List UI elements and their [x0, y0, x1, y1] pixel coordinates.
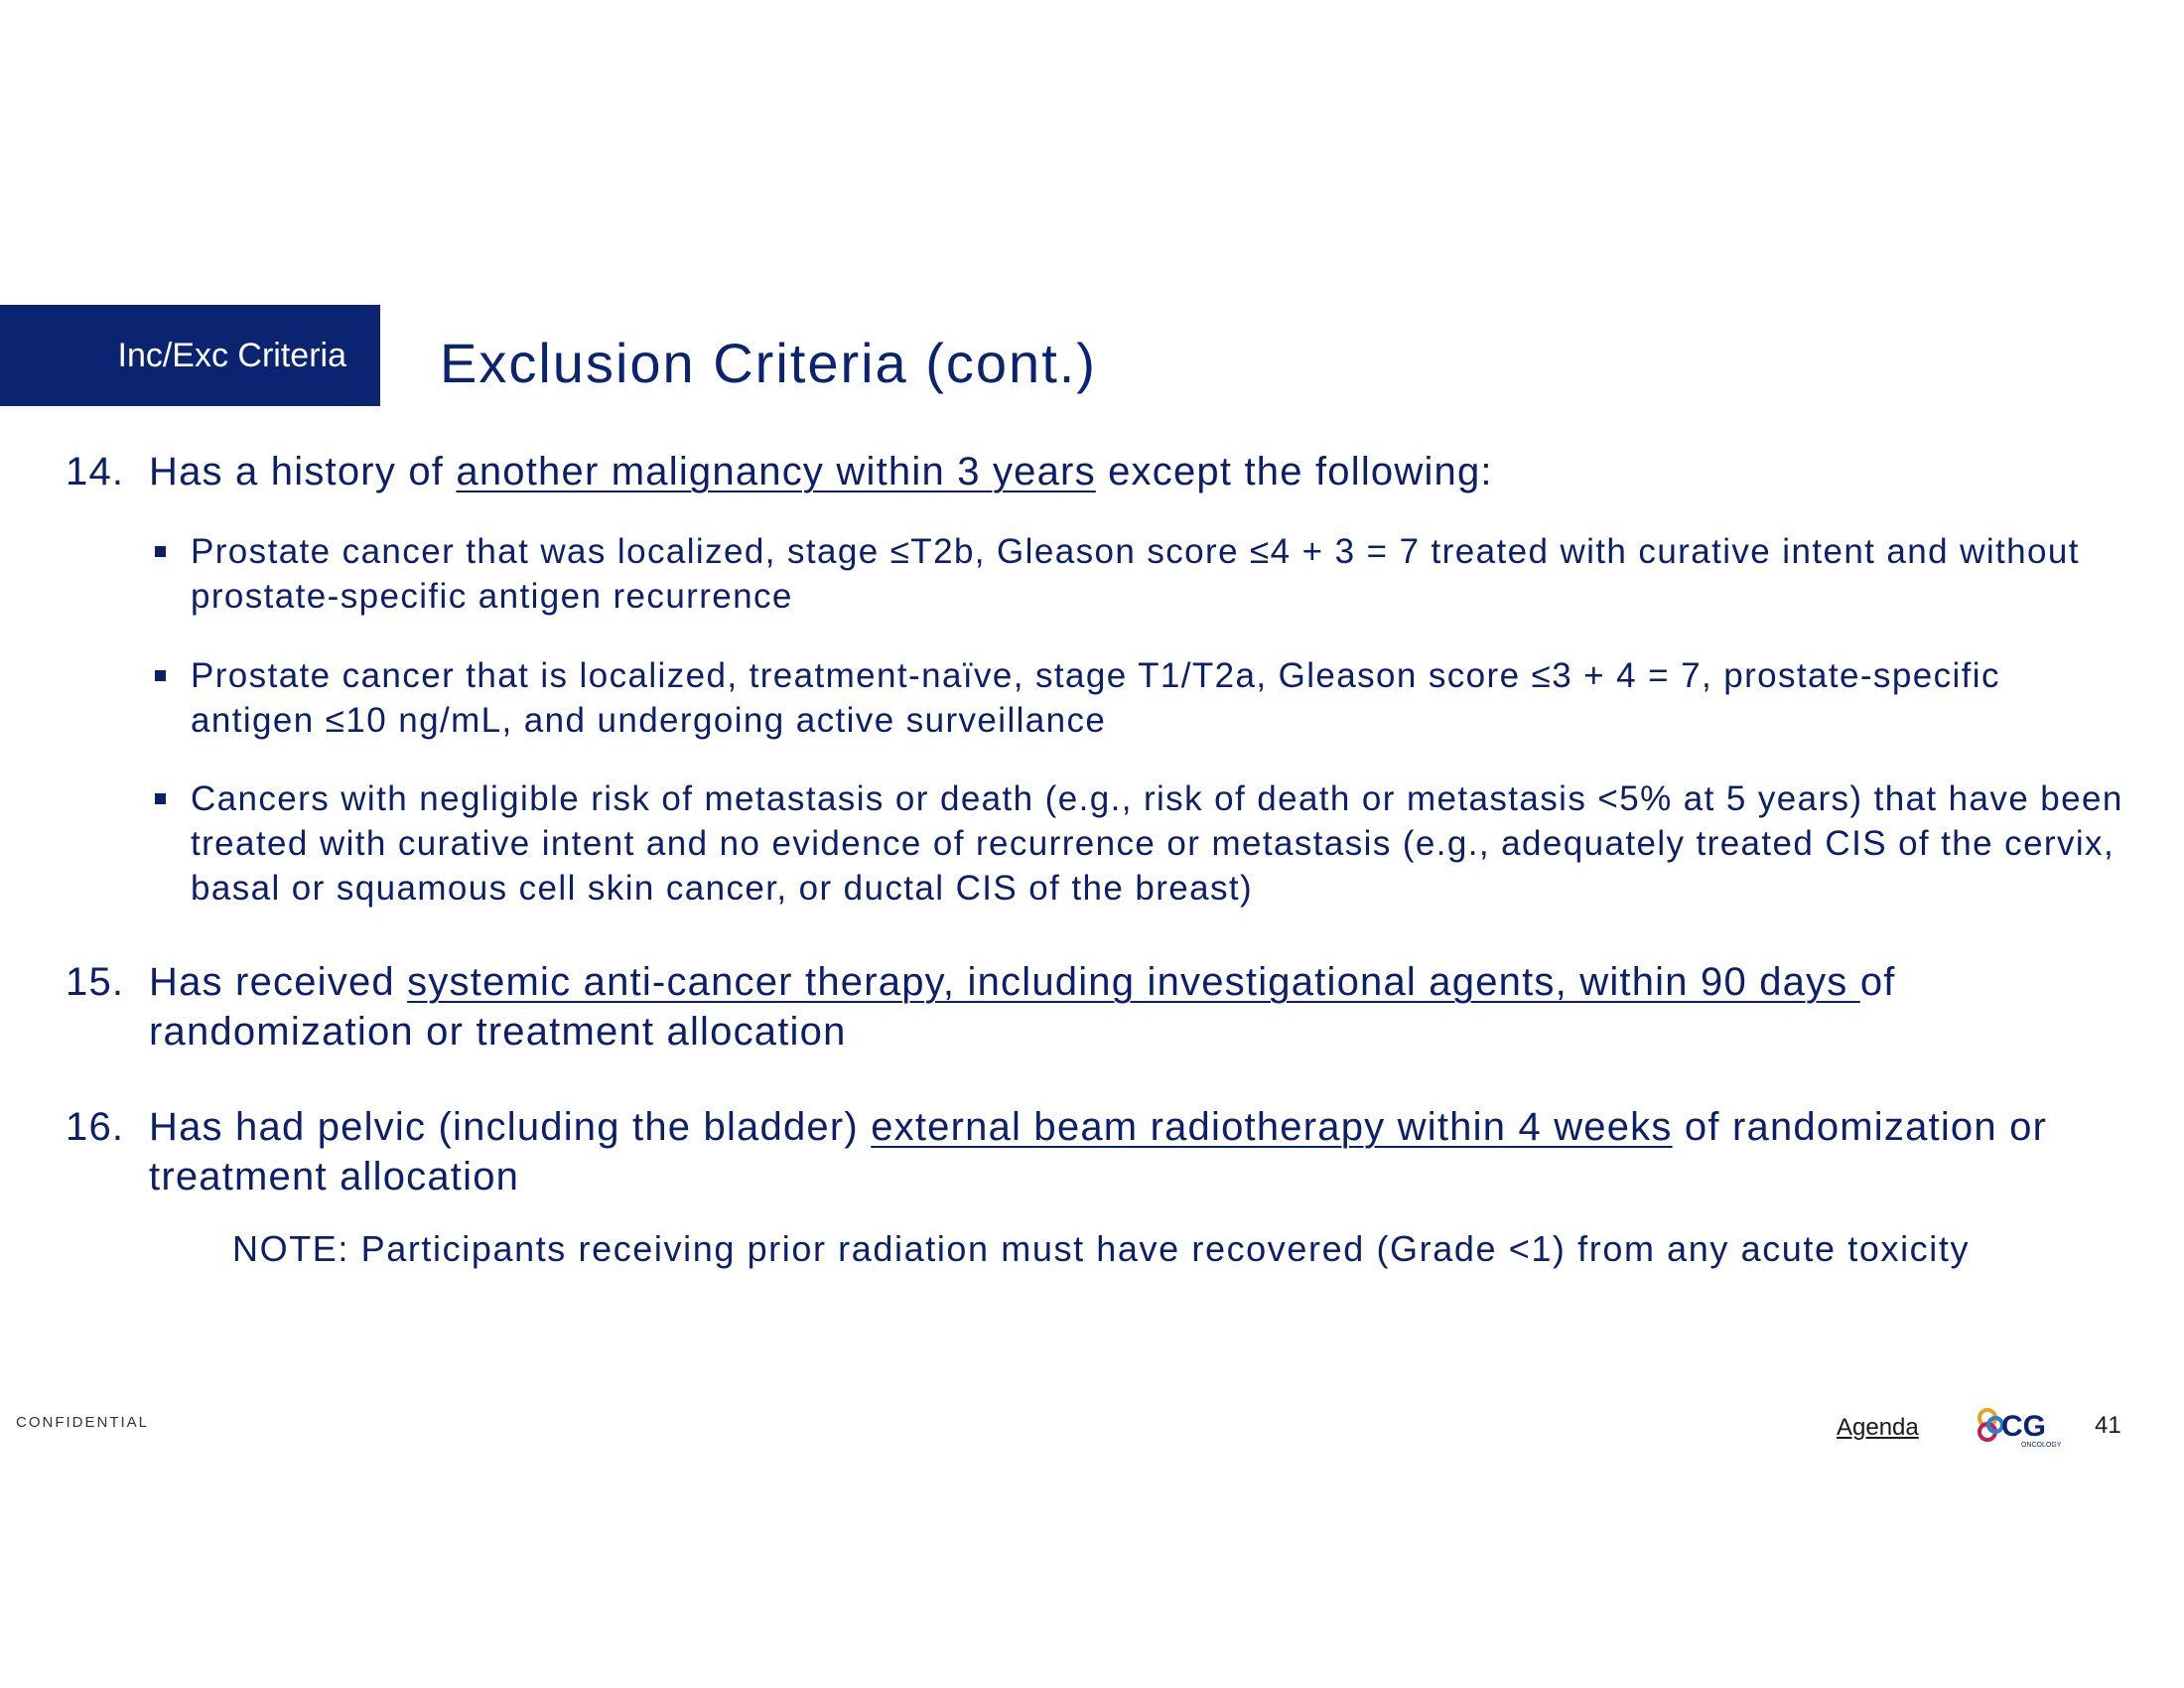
page-number: 41: [2095, 1412, 2121, 1439]
square-bullet-icon: [155, 546, 166, 557]
sub-criterion-14-1: Prostate cancer that was localized, stage ≤T2b, Gleason score ≤4 + 3 = 7 treated with curative intent and without prostate-specific antigen recurrence: [149, 529, 2124, 619]
square-bullet-icon: [155, 793, 166, 804]
sub-criterion-14-3: Cancers with negligible risk of metastasis or death (e.g., risk of death or metastasis <5% at 5 years) that have been treated with curative intent and no evidence of recurrence or metastasis (e.g., adequately treated CIS of the cervix, basal or squamous cell skin cancer, or ductal CIS of the breast): [149, 776, 2124, 911]
section-tab-label: Inc/Exc Criteria: [117, 336, 346, 374]
section-tab: [0, 305, 380, 406]
criterion-number: 14.: [66, 450, 125, 493]
criterion-text: Has a history of another malignancy within 3 years except the following:: [149, 450, 1493, 493]
criterion-highlight: systemic anti-cancer therapy, including investigational agents, within 90 days: [407, 960, 1860, 1004]
criterion-14: [66, 447, 2101, 496]
confidential-label: CONFIDENTIAL: [16, 1414, 150, 1431]
sub-criterion-14-2: Prostate cancer that is localized, treatment-naïve, stage T1/T2a, Gleason score ≤3 + 4 = 7, prostate-specific antigen ≤10 ng/mL, and undergoing active surveillance: [149, 653, 2124, 743]
criterion-text: Has received systemic anti-cancer therapy, including investigational agents, within 90 days of randomization or treatment allocation: [149, 960, 1896, 1054]
agenda-link[interactable]: Agenda: [1837, 1414, 1919, 1441]
criterion-16: [66, 1102, 2101, 1201]
slide-title: Exclusion Criteria (cont.): [440, 332, 1097, 394]
criterion-number: 15.: [66, 960, 125, 1004]
criterion-number: 16.: [66, 1105, 125, 1149]
criterion-15: [66, 957, 2101, 1056]
criterion-highlight: external beam radiotherapy within 4 weeks: [871, 1105, 1673, 1149]
cg-oncology-logo-icon: [1976, 1404, 2065, 1450]
svg-text:CG: CG: [2001, 1410, 2046, 1443]
criterion-highlight: another malignancy within 3 years: [456, 450, 1096, 493]
svg-text:ONCOLOGY: ONCOLOGY: [2021, 1442, 2062, 1449]
square-bullet-icon: [155, 670, 166, 681]
criterion-text: Has had pelvic (including the bladder) external beam radiotherapy within 4 weeks of randomization or treatment allocation: [149, 1105, 2048, 1198]
note-text: NOTE: Participants receiving prior radiation must have recovered (Grade <1) from any acute toxicity: [232, 1228, 1971, 1269]
